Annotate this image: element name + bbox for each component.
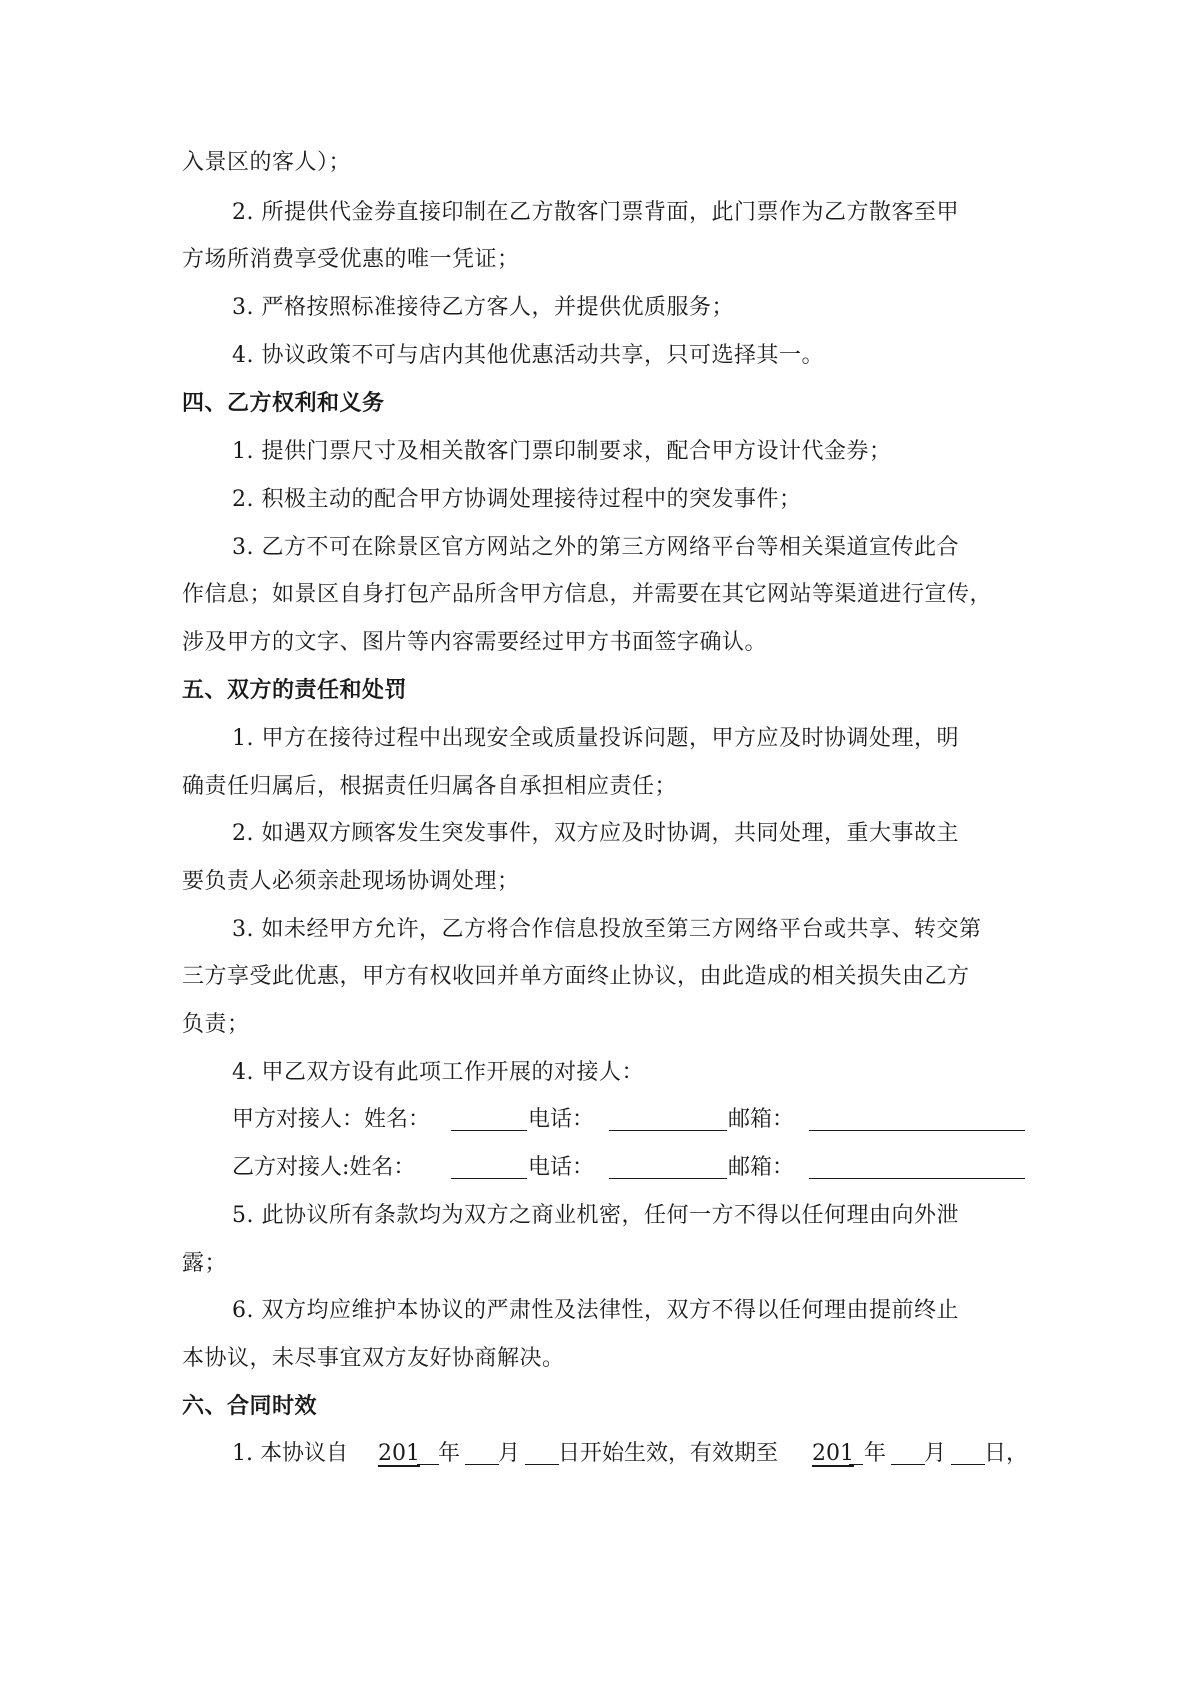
paragraph-line: 3. 如未经甲方允许，乙方将合作信息投放至第三方网络平台或共享、转交第 [232,917,982,942]
paragraph-line: 5. 此协议所有条款均为双方之商业机密，任何一方不得以任何理由向外泄 [232,1203,959,1228]
party-b-label: 乙方对接人: [232,1155,350,1180]
section-heading: 四、乙方权利和义务 [182,390,385,416]
validity-prefix: 1. 本协议自 [232,1441,348,1466]
start-year-unit: 年 [438,1441,461,1466]
end-month-blank[interactable] [891,1444,925,1465]
phone-label: 电话： [528,1155,595,1180]
end-day-blank[interactable] [951,1444,985,1465]
party-b-email-blank[interactable] [809,1158,1025,1179]
paragraph-line: 确责任归属后，根据责任归属各自承担相应责任； [182,774,678,799]
name-label: 姓名： [364,1107,431,1132]
start-day-blank[interactable] [525,1444,559,1465]
paragraph-line: 3. 乙方不可在除景区官方网站之外的第三方网络平台等相关渠道宣传此合 [232,535,959,560]
paragraph-line: 本协议，未尽事宜双方友好协商解决。 [182,1346,565,1371]
paragraph-line: 6. 双方均应维护本协议的严肃性及法律性，双方不得以任何理由提前终止 [232,1298,959,1323]
paragraph-line: 露； [182,1251,228,1276]
paragraph-line: 4. 甲乙双方设有此项工作开展的对接人： [232,1060,644,1085]
start-year-blank[interactable] [417,1444,439,1465]
validity-end: 日， [984,1441,1029,1466]
paragraph-line: 2. 如遇双方顾客发生突发事件，双方应及时协调，共同处理，重大事故主 [232,821,959,846]
paragraph-line: 负责； [182,1012,250,1037]
party-b-contact-line [232,1157,415,1179]
start-year-prefix: 201 [378,1441,420,1466]
paragraph-line: 作信息；如景区自身打包产品所含甲方信息，并需要在其它网站等渠道进行宣传， [182,582,993,607]
paragraph-line: 三方享受此优惠，甲方有权收回并单方面终止协议，由此造成的相关损失由乙方 [182,964,970,989]
party-b-name-blank[interactable] [451,1158,527,1179]
party-a-phone-blank[interactable] [609,1110,727,1131]
party-a-contact-line [232,1109,430,1131]
name-label: 姓名： [349,1155,416,1180]
paragraph-line: 3. 严格按照标准接待乙方客人，并提供优质服务； [232,295,734,320]
party-a-name-blank[interactable] [451,1110,527,1131]
paragraph-line: 2. 所提供代金券直接印制在乙方散客门票背面，此门票作为乙方散客至甲 [232,200,959,225]
email-label: 邮箱： [728,1107,795,1132]
start-month-blank[interactable] [465,1444,499,1465]
email-label: 邮箱： [728,1155,795,1180]
paragraph-line: 方场所消费享受优惠的唯一凭证； [182,247,520,272]
paragraph-line: 1. 提供门票尺寸及相关散客门票印制要求，配合甲方设计代金券； [232,439,892,464]
paragraph-line: 2. 积极主动的配合甲方协调处理接待过程中的突发事件； [232,487,802,512]
party-a-email-blank[interactable] [809,1110,1025,1131]
start-month-unit: 月 [498,1441,521,1466]
paragraph-line: 4. 协议政策不可与店内其他优惠活动共享，只可选择其一。 [232,343,824,368]
party-a-label: 甲方对接人： [232,1107,365,1132]
paragraph-line: 1. 甲方在接待过程中出现安全或质量投诉问题，甲方应及时协调处理，明 [232,726,959,751]
end-month-unit: 月 [924,1441,947,1466]
section-heading: 五、双方的责任和处罚 [182,677,408,703]
end-year-prefix: 201 [812,1441,854,1466]
end-year-blank[interactable] [849,1444,863,1465]
section-heading: 六、合同时效 [182,1393,318,1419]
paragraph-line: 入景区的客人）； [182,150,352,175]
paragraph-line: 涉及甲方的文字、图片等内容需要经过甲方书面签字确认。 [182,630,768,655]
paragraph-line: 要负责人必须亲赴现场协调处理； [182,869,520,894]
party-b-phone-blank[interactable] [609,1158,727,1179]
end-year-unit: 年 [864,1441,887,1466]
validity-middle: 日开始生效，有效期至 [558,1441,779,1466]
phone-label: 电话： [528,1107,595,1132]
